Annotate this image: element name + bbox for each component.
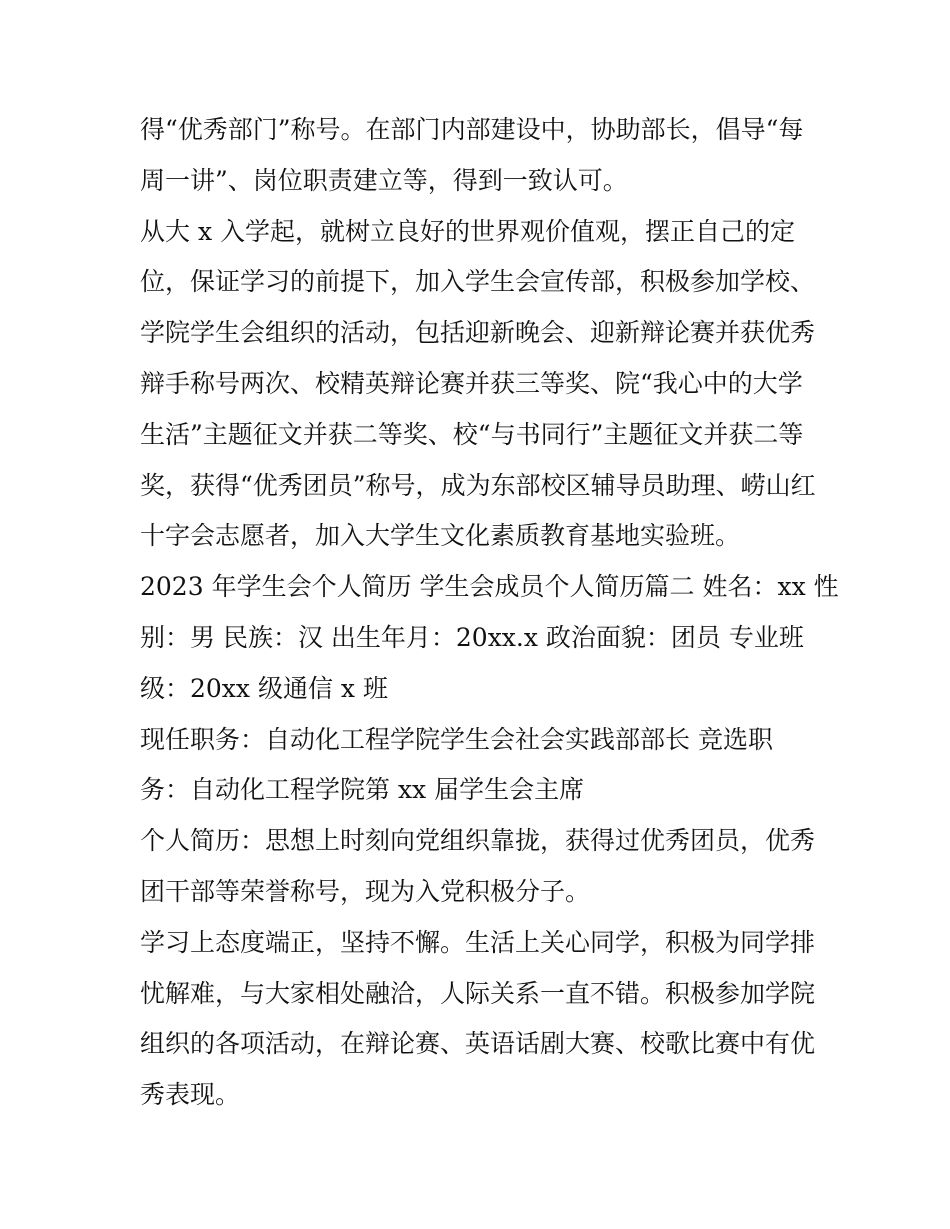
text-line: 学院学生会组织的活动，包括迎新晚会、迎新辩论赛并获优秀	[140, 318, 816, 348]
text-line: 奖，获得“优秀团员”称号，成为东部校区辅导员助理、崂山红	[140, 470, 816, 500]
text-line: 学习上态度端正，坚持不懈。生活上关心同学，积极为同学排	[140, 927, 816, 957]
text-line: 十字会志愿者，加入大学生文化素质教育基地实验班。	[140, 521, 741, 551]
text-line: 位，保证学习的前提下，加入学生会宣传部，积极参加学校、	[140, 267, 816, 297]
text-line: 组织的各项活动，在辩论赛、英语话剧大赛、校歌比赛中有优	[140, 1029, 816, 1059]
text-line: 忧解难，与大家相处融洽，人际关系一直不错。积极参加学院	[140, 978, 816, 1008]
text-line: 务：自动化工程学院第 xx 届学生会主席	[140, 775, 585, 805]
text-line: 现任职务：自动化工程学院学生会社会实践部部长 竞选职	[140, 724, 773, 754]
text-line: 别：男 民族：汉 出生年月：20xx.x 政治面貌：团员 专业班	[140, 622, 804, 652]
text-line: 级：20xx 级通信 x 班	[140, 673, 388, 703]
text-line: 从大 x 入学起，就树立良好的世界观价值观，摆正自己的定	[140, 216, 795, 246]
text-line: 生活”主题征文并获二等奖、校“与书同行”主题征文并获二等	[140, 419, 804, 449]
text-line: 秀表现。	[140, 1080, 241, 1110]
text-line: 团干部等荣誉称号，现为入党积极分子。	[140, 876, 591, 906]
text-line: 周一讲”、岗位职责建立等，得到一致认可。	[140, 165, 628, 195]
text-line: 个人简历：思想上时刻向党组织靠拢，获得过优秀团员，优秀	[140, 826, 816, 856]
text-line: 2023 年学生会个人简历 学生会成员个人简历篇二 姓名：xx 性	[140, 572, 839, 602]
text-line: 得“优秀部门”称号。在部门内部建设中，协助部长，倡导“每	[140, 115, 804, 144]
text-line: 辩手称号两次、校精英辩论赛并获三等奖、院“我心中的大学	[140, 368, 803, 398]
document-body	[140, 105, 839, 1121]
